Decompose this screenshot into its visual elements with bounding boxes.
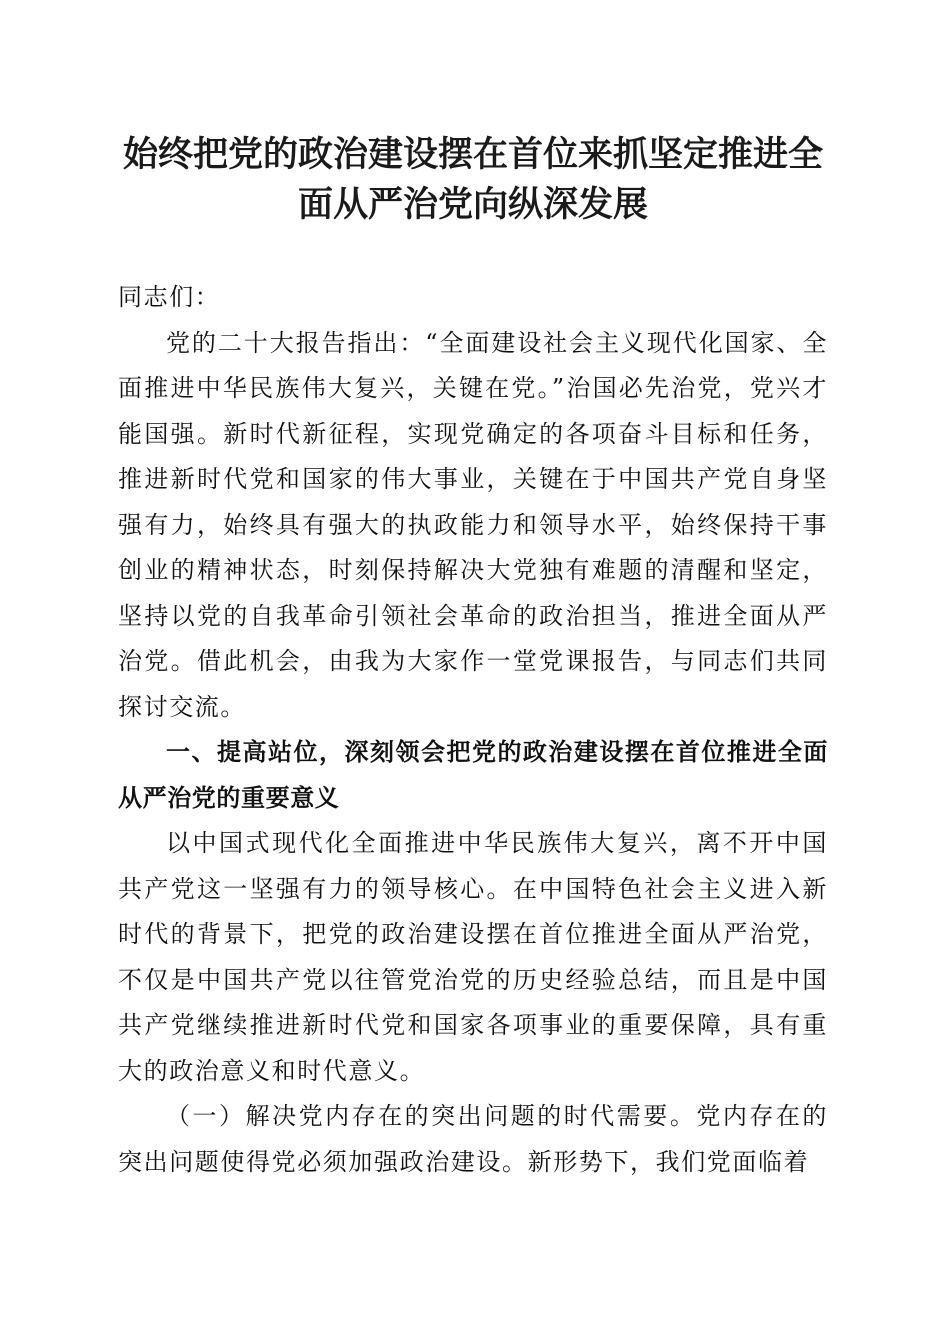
- document-title: [118, 130, 828, 230]
- title-line-2: 面从严治党向纵深发展: [297, 185, 648, 225]
- salutation: 同志们：: [118, 283, 221, 311]
- section-heading-1: 一、提高站位，深刻领会把党的政治建设摆在首位推进全面从严治党的重要意义: [118, 738, 828, 812]
- paragraph-intro: 党的二十大报告指出：“全面建设社会主义现代化国家、全面推进中华民族伟大复兴，关键在党。”治国必先治党，党兴才能国强。新时代新征程，实现党确定的各项奋斗目标和任务，推进新时代党和国家的伟大事业，关键在于中国共产党自身坚强有力，始终具有强大的执政能力和领导水平，始终保持干事创业的精神状态，时刻保持解决大党独有难题的清醒和坚定，坚持以党的自我革命引领社会革命的政治担当，推进全面从严治党。借此机会，由我为大家作一堂党课报告，与同志们共同探讨交流。: [118, 328, 828, 721]
- document-body: [118, 275, 828, 1185]
- document-page: [118, 130, 828, 1185]
- title-line-1: 始终把党的政治建设摆在首位来抓坚定推进全: [122, 135, 823, 175]
- paragraph-subsection1: （一）解决党内存在的突出问题的时代需要。党内存在的突出问题使得党必须加强政治建设。新形势下，我们党面临着: [118, 1102, 828, 1176]
- paragraph-section1: 以中国式现代化全面推进中华民族伟大复兴，离不开中国共产党这一坚强有力的领导核心。在中国特色社会主义进入新时代的背景下，把党的政治建设摆在首位推进全面从严治党，不仅是中国共产党以往管党治党的历史经验总结，而且是中国共产党继续推进新时代党和国家各项事业的重要保障，具有重大的政治意义和时代意义。: [118, 829, 828, 1085]
